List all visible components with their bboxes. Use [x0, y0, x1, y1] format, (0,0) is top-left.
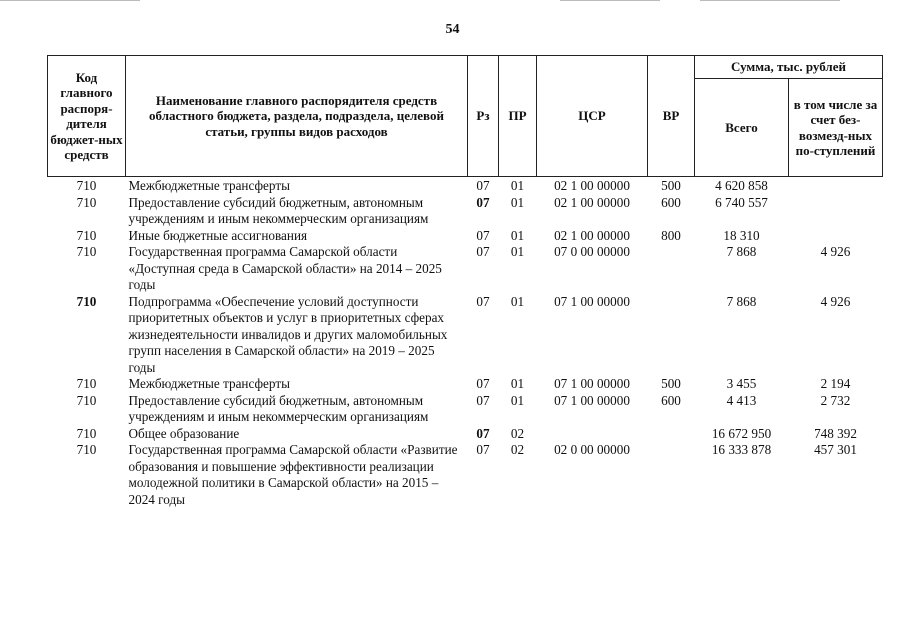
- table-row: [48, 177, 883, 195]
- cell-pr: 01: [510, 178, 525, 193]
- cell-name: Предоставление субсидий бюджетным, автономным учреждениям и иным некоммерческим организациям: [128, 194, 429, 226]
- cell-csr: 02 1 00 00000: [554, 227, 630, 243]
- cell-incl: 748 392: [814, 425, 857, 441]
- cell-code: 710: [76, 442, 97, 457]
- cell-rz: 07: [476, 442, 490, 457]
- cell-total: 4 413: [726, 392, 757, 408]
- cell-rz: 07: [476, 293, 490, 309]
- cell-rz: 07: [476, 227, 490, 243]
- cell-rz: 07: [476, 244, 490, 259]
- cell-csr: 07 0 00 00000: [554, 244, 630, 259]
- cell-csr: 02 0 00 00000: [554, 442, 630, 457]
- cell-code: 710: [76, 425, 97, 441]
- cell-code: 710: [76, 244, 97, 259]
- cell-total: 6 740 557: [715, 194, 768, 210]
- cell-incl: [789, 195, 883, 228]
- cell-total: 16 333 878: [711, 442, 772, 457]
- cell-incl: 4 926: [820, 244, 851, 259]
- cell-rz: 07: [476, 194, 490, 210]
- cell-pr: 02: [510, 442, 525, 457]
- cell-incl: 4 926: [820, 293, 851, 309]
- cell-vr: [648, 442, 695, 508]
- cell-vr: 500: [661, 376, 681, 391]
- cell-name: Государственная программа Самарской области «Доступная среда в Самарской области» на 2014 – 2025 годы: [128, 244, 442, 292]
- scan-edge-line: [560, 0, 660, 1]
- header-pr: ПР: [499, 56, 537, 177]
- cell-total: 4 620 858: [715, 178, 768, 193]
- cell-name: Межбюджетные трансферты: [128, 178, 290, 193]
- header-sum-group: Сумма, тыс. рублей: [695, 56, 883, 79]
- cell-incl: 2 732: [820, 392, 851, 408]
- header-rz: Рз: [468, 56, 499, 177]
- cell-code: 710: [76, 376, 97, 391]
- table-row: [48, 244, 883, 294]
- header-incl: в том числе за счет без-возмезд-ных по-ступлений: [789, 79, 883, 177]
- page-number: 54: [445, 22, 460, 37]
- cell-total: 18 310: [723, 227, 760, 243]
- cell-csr: 02 1 00 00000: [554, 178, 630, 193]
- table-row: [48, 426, 883, 443]
- cell-pr: 01: [510, 227, 525, 243]
- table-row: [48, 195, 883, 228]
- cell-csr: 07 1 00 00000: [554, 392, 630, 408]
- scan-edge-line: [700, 0, 840, 1]
- cell-rz: 07: [476, 392, 490, 408]
- cell-incl: 457 301: [814, 442, 857, 457]
- header-vr: ВР: [648, 56, 695, 177]
- cell-incl: 2 194: [820, 376, 851, 391]
- cell-vr: 500: [661, 178, 681, 193]
- header-total: Всего: [695, 79, 789, 177]
- table-row: [48, 294, 883, 377]
- cell-vr: [648, 244, 695, 294]
- cell-total: 16 672 950: [711, 425, 772, 441]
- budget-table: [47, 55, 883, 508]
- scan-edge-line: [0, 0, 140, 1]
- cell-rz: 07: [476, 425, 490, 441]
- header-code: Код главного распоря-дителя бюджет-ных средств: [48, 56, 126, 177]
- cell-code: 710: [76, 293, 97, 309]
- cell-rz: 07: [476, 178, 490, 193]
- header-csr: ЦСР: [537, 56, 648, 177]
- header-row: [48, 56, 883, 79]
- table-row: [48, 393, 883, 426]
- cell-pr: 01: [510, 376, 525, 391]
- cell-name: Подпрограмма «Обеспечение условий доступности приоритетных объектов и услуг в приоритетных сферах жизнедеятельности инвалидов и других маломобильных групп населения в Самарской области» на 2019 – 2025 годы: [128, 293, 448, 375]
- cell-pr: 02: [510, 425, 525, 441]
- cell-pr: 01: [510, 194, 525, 210]
- cell-name: Межбюджетные трансферты: [128, 376, 290, 391]
- cell-code: 710: [76, 178, 97, 193]
- table-row: [48, 376, 883, 393]
- cell-pr: 01: [510, 244, 525, 259]
- cell-total: 3 455: [726, 376, 757, 391]
- cell-pr: 01: [510, 392, 525, 408]
- cell-name: Государственная программа Самарской области «Развитие образования и повышение эффективности реализации молодежной политики в Самарской области» на 2015 – 2024 годы: [128, 442, 458, 507]
- cell-incl: [789, 228, 883, 245]
- cell-vr: 800: [661, 227, 681, 243]
- table-row: [48, 228, 883, 245]
- cell-incl: [789, 177, 883, 195]
- cell-csr: 07 1 00 00000: [554, 376, 630, 391]
- cell-total: 7 868: [726, 244, 757, 259]
- cell-csr: 02 1 00 00000: [554, 194, 630, 210]
- cell-pr: 01: [510, 293, 525, 309]
- cell-code: 710: [76, 227, 97, 243]
- cell-name: Общее образование: [128, 425, 240, 441]
- cell-vr: 600: [661, 194, 681, 210]
- cell-code: 710: [76, 392, 97, 408]
- header-name: Наименование главного распорядителя средств областного бюджета, раздела, подраздела, целевой статьи, группы видов расходов: [126, 56, 468, 177]
- cell-csr: [537, 426, 648, 443]
- cell-vr: [648, 294, 695, 377]
- cell-code: 710: [76, 194, 97, 210]
- cell-csr: 07 1 00 00000: [554, 293, 630, 309]
- cell-name: Предоставление субсидий бюджетным, автономным учреждениям и иным некоммерческим организациям: [128, 392, 429, 424]
- cell-name: Иные бюджетные ассигнования: [128, 227, 308, 243]
- cell-vr: 600: [661, 392, 681, 408]
- cell-total: 7 868: [726, 293, 757, 309]
- cell-vr: [648, 426, 695, 443]
- table-row: [48, 442, 883, 508]
- cell-rz: 07: [476, 376, 490, 391]
